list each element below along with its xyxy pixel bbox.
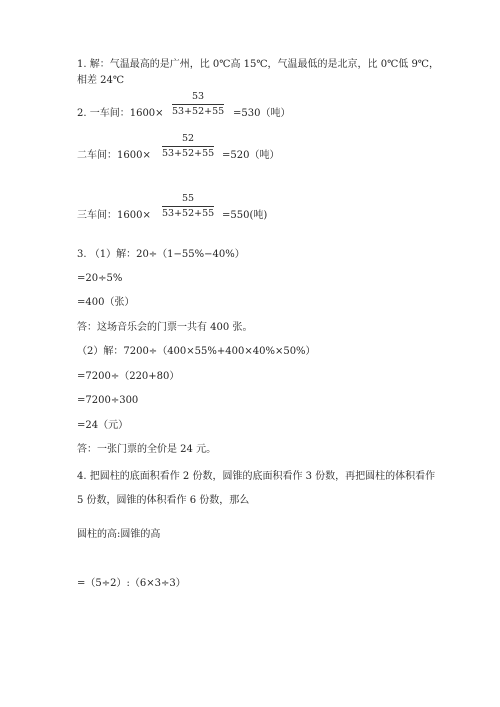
q3-line-1: 3. （1）解：20÷（1−55%−40%） bbox=[77, 249, 245, 260]
q3-line-4: 答：这场音乐会的门票一共有 400 张。 bbox=[77, 322, 253, 333]
q4-line-2: 5 份数，圆锥的体积看作 6 份数，那么 bbox=[77, 495, 250, 506]
q1-line-2: 相差 24℃ bbox=[77, 75, 125, 86]
fraction-bar bbox=[162, 146, 214, 147]
q1-line-1: 1. 解：气温最高的是广州，比 0℃高 15℃，气温最低的是北京，比 0℃低 9℃， bbox=[77, 59, 439, 70]
fraction-numerator: 53 bbox=[191, 91, 205, 102]
q4-line-1: 4. 把圆柱的底面积看作 2 份数，圆锥的底面积看作 3 份数，再把圆柱的体积看作 bbox=[77, 471, 436, 482]
fraction-numerator: 52 bbox=[181, 133, 195, 144]
fraction-denominator: 53+52+55 bbox=[172, 106, 225, 117]
q3-line-9: 答：一张门票的全价是 24 元。 bbox=[77, 444, 217, 455]
fraction-numerator: 55 bbox=[181, 193, 195, 204]
q3-line-5: （2）解：7200÷（400×55%+400×40%×50%） bbox=[77, 346, 316, 357]
q3-line-3: =400（张） bbox=[77, 297, 135, 308]
q2-row-1-result: =530（吨） bbox=[233, 108, 291, 119]
fraction-bar bbox=[162, 206, 214, 207]
q2-row-2-prefix: 二车间：1600× bbox=[77, 150, 151, 161]
fraction-denominator: 53+52+55 bbox=[162, 208, 215, 219]
q2-row-3-result: =550(吨) bbox=[222, 210, 268, 221]
q2-row-1-fraction bbox=[172, 91, 224, 118]
q3-line-7: =7200÷300 bbox=[77, 395, 139, 406]
q2-row-2-fraction bbox=[162, 133, 214, 160]
fraction-bar bbox=[172, 104, 224, 105]
q2-row-1-prefix: 2. 一车间：1600× bbox=[77, 108, 164, 119]
fraction-denominator: 53+52+55 bbox=[162, 148, 215, 159]
q3-line-6: =7200÷（220+80） bbox=[77, 371, 180, 382]
q2-row-3-prefix: 三车间：1600× bbox=[77, 210, 151, 221]
q2-row-2-result: =520（吨） bbox=[222, 150, 280, 161]
q3-line-2: =20÷5% bbox=[77, 273, 123, 284]
q4-line-4: =（5÷2）:（6×3÷3） bbox=[77, 578, 186, 589]
q3-line-8: =24（元） bbox=[77, 420, 129, 431]
q2-row-3-fraction bbox=[162, 193, 214, 220]
q4-line-3: 圆柱的高:圆锥的高 bbox=[77, 529, 161, 540]
